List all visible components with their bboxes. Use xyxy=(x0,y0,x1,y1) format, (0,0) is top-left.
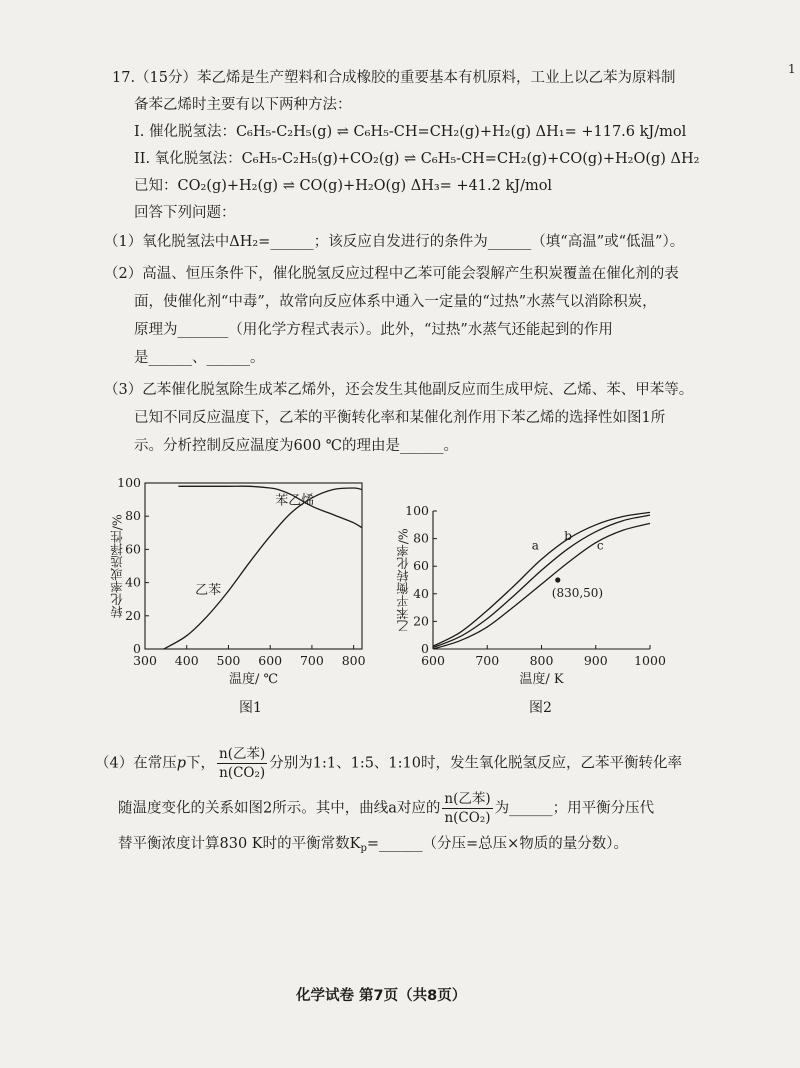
q17-part2-line3: 原理为_______（用化学方程式表示）。此外，“过热”水蒸气还能起到的作用 xyxy=(134,322,613,338)
q17-part3-line2: 已知不同反应温度下，乙苯的平衡转化率和某催化剂作用下苯乙烯的选择性如图1所 xyxy=(134,410,666,426)
y-tick-label: 40 xyxy=(125,574,141,590)
series-label-1: 苯乙烯 xyxy=(275,493,315,509)
x-axis-label: 温度/ ℃ xyxy=(228,672,279,687)
series-line-3 xyxy=(433,523,650,649)
x-tick-label: 500 xyxy=(216,653,241,668)
figure-2-caption: 图2 xyxy=(529,700,552,716)
q17-intro-line1: 17.（15分）苯乙烯是生产塑料和合成橡胶的重要基本有机原料，工业上以乙苯为原料制 xyxy=(112,70,676,86)
y-tick-label: 80 xyxy=(413,530,429,546)
series-label-3: c xyxy=(596,538,604,553)
x-axis-label: 温度/ K xyxy=(519,672,564,687)
q17-part4-line3 xyxy=(118,836,628,855)
y-axis-label: 乙苯平衡转化率/% xyxy=(395,528,411,632)
y-tick-label: 100 xyxy=(117,475,141,490)
q17-intro-line2: 备苯乙烯时主要有以下两种方法： xyxy=(134,97,352,113)
q17-part3-line1: （3）乙苯催化脱氢除生成苯乙烯外，还会发生其他副反应而生成甲烷、乙烯、苯、甲苯等。 xyxy=(104,382,694,398)
ratio-numerator-2: n(乙苯) xyxy=(442,791,492,809)
series-label-2: 乙苯 xyxy=(195,583,222,599)
q17-part4-text-b: 下， xyxy=(186,755,216,772)
q17-answer-prompt: 回答下列问题： xyxy=(134,205,236,221)
q17-part2-line1: （2）高温、恒压条件下，催化脱氢反应过程中乙苯可能会裂解产生积炭覆盖在催化剂的表 xyxy=(104,266,679,282)
ratio-fraction xyxy=(217,746,267,781)
series-line-2 xyxy=(164,488,362,649)
q17-part4-text-c: 分别为1:1、1:5、1:10时，发生氧化脱氢反应，乙苯平衡转化率 xyxy=(269,755,682,772)
q17-part4-line3-a: 替平衡浓度计算830 K时的平衡常数K xyxy=(118,836,361,852)
x-tick-label: 400 xyxy=(174,653,199,668)
y-tick-label: 60 xyxy=(125,541,141,557)
kp-subscript: p xyxy=(360,843,367,854)
ratio-denominator: n(CO₂) xyxy=(219,765,266,782)
y-axis-label: 转化率或选择性/% xyxy=(109,514,125,618)
q17-method2: II. 氧化脱氢法：C₆H₅-C₂H₅(g)+CO₂(g) ⇌ C₆H₅-CH=CH₂(g)+CO(g)+H₂O(g) ΔH₂ xyxy=(134,151,700,167)
x-tick-label: 900 xyxy=(583,653,608,668)
x-tick-label: 600 xyxy=(421,653,445,668)
y-tick-label: 100 xyxy=(405,503,429,518)
q17-part4-line2 xyxy=(118,791,654,826)
series-label-2: b xyxy=(564,528,572,543)
y-tick-label: 0 xyxy=(133,641,141,656)
q17-part4-text-a: （4）在常压 xyxy=(95,755,177,772)
x-tick-label: 800 xyxy=(341,653,366,668)
annotation-point xyxy=(555,577,560,582)
figure-1-caption: 图1 xyxy=(239,700,262,716)
ratio-fraction-2 xyxy=(442,791,492,826)
q17-part4-line3-b: =______（分压=总压×物质的量分数）。 xyxy=(366,836,629,852)
y-tick-label: 20 xyxy=(125,607,141,623)
y-tick-label: 40 xyxy=(413,585,429,601)
q17-part4-line2-a: 随温度变化的关系如图2所示。其中，曲线a对应的 xyxy=(118,800,441,817)
page-footer: 化学试卷 第7页（共8页） xyxy=(296,988,467,1004)
y-tick-label: 20 xyxy=(413,613,429,629)
pressure-symbol: p xyxy=(176,755,187,772)
y-tick-label: 80 xyxy=(125,508,141,524)
ratio-numerator: n(乙苯) xyxy=(217,746,267,764)
series-line-1 xyxy=(178,486,362,528)
series-label-1: a xyxy=(531,538,539,553)
q17-part4-line2-b: 为______；用平衡分压代 xyxy=(494,800,655,817)
x-tick-label: 700 xyxy=(475,653,500,668)
q17-part2-line2: 面，使催化剂“中毒”，故常向反应体系中通入一定量的“过热”水蒸气以消除积炭， xyxy=(134,294,657,310)
x-tick-label: 600 xyxy=(258,653,283,668)
x-tick-label: 300 xyxy=(133,653,157,668)
q17-known: 已知：CO₂(g)+H₂(g) ⇌ CO(g)+H₂O(g) ΔH₃= +41.2 kJ/mol xyxy=(134,178,553,194)
q17-method1: I. 催化脱氢法：C₆H₅-C₂H₅(g) ⇌ C₆H₅-CH=CH₂(g)+H₂(g) ΔH₁= +117.6 kJ/mol xyxy=(134,124,687,140)
q17-part2-line4: 是______、______。 xyxy=(134,350,265,366)
x-tick-label: 800 xyxy=(529,653,554,668)
q17-part1: （1）氧化脱氢法中ΔH₂=______；该反应自发进行的条件为______（填“高温”或“低温”）。 xyxy=(104,234,685,250)
q17-part3-line3: 示。分析控制反应温度为600 ℃的理由是______。 xyxy=(134,438,459,454)
y-tick-label: 60 xyxy=(413,558,429,574)
annotation-label: (830,50) xyxy=(551,586,604,600)
ratio-denominator-2: n(CO₂) xyxy=(444,810,491,827)
y-tick-label: 0 xyxy=(421,641,429,656)
page-corner-mark: 1 xyxy=(788,62,796,76)
x-tick-label: 700 xyxy=(299,653,324,668)
figure-2-chart xyxy=(375,500,675,700)
x-tick-label: 1000 xyxy=(634,653,666,668)
plot-frame xyxy=(145,483,362,649)
figure-1-chart xyxy=(95,470,375,700)
q17-part4-line1 xyxy=(95,746,682,781)
